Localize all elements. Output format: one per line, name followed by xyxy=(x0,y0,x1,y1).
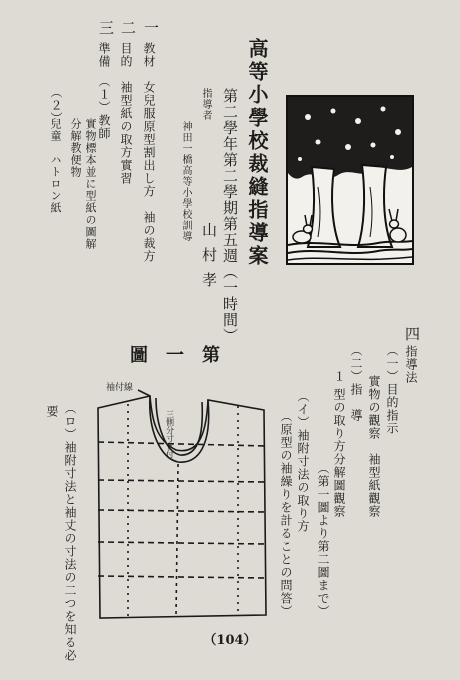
proc-line1: 指導法 xyxy=(404,345,418,384)
bottom-line2: 要 xyxy=(45,405,59,418)
item3-number: 三 xyxy=(97,20,115,36)
lesson-period: 第二學年第二學期第五週（一時間） xyxy=(221,88,239,344)
figure-label-2: 三側分寸き付 xyxy=(165,410,175,458)
pattern-figure xyxy=(88,380,278,620)
author-name: 山村孝 xyxy=(200,222,218,297)
item3-b: 分解教便物 xyxy=(69,118,82,178)
item4-number: 四 xyxy=(403,326,421,342)
item1-text: 教材 女兒服原型割出し方 袖の裁方 xyxy=(142,42,156,263)
proc-line6: （第一圖より第二圖まで） xyxy=(316,462,330,618)
illustration-drawing xyxy=(288,97,412,263)
proc-line7: （イ）袖附寸法の取り方 xyxy=(296,390,310,533)
item3-c: （２） xyxy=(49,86,63,125)
figure-label-1: 袖付線 xyxy=(106,383,134,393)
proc-line5-number: １ xyxy=(332,370,346,383)
proc-line2: （一）目的指示 xyxy=(385,344,399,435)
item1-number: 一 xyxy=(142,20,160,36)
item3-a: 實物標本並に型紙の圖解 xyxy=(84,118,97,250)
proc-line4: （二）指 導 xyxy=(349,344,363,422)
page-number: （104） xyxy=(203,633,257,648)
lesson-title: 高等小學校裁縫指導案 xyxy=(245,38,269,268)
item2-number: 二 xyxy=(119,20,137,36)
author-affiliation: 神田一橋高等小學校訓導 xyxy=(180,121,191,242)
author-label: 指導者 xyxy=(200,88,211,121)
tree-rabbit-illustration xyxy=(286,95,414,265)
figure-title: 圖一第 xyxy=(130,345,238,366)
item3-text: 準備 （１）教師 xyxy=(97,42,111,140)
proc-line3: 實物の觀察 袖型紙觀察 xyxy=(367,375,381,518)
item3-d: 兒童 ハトロン紙 xyxy=(49,118,62,214)
bottom-line1: （ロ）袖附寸法と袖丈の寸法の二つを知る必 xyxy=(63,402,77,662)
proc-line5: 型の取り方分解圖觀察 xyxy=(332,388,346,518)
item2-text: 目的 袖型紙の取方實習 xyxy=(119,42,133,185)
proc-line8: （原型の袖繰りを計ることの問答） xyxy=(279,410,293,618)
